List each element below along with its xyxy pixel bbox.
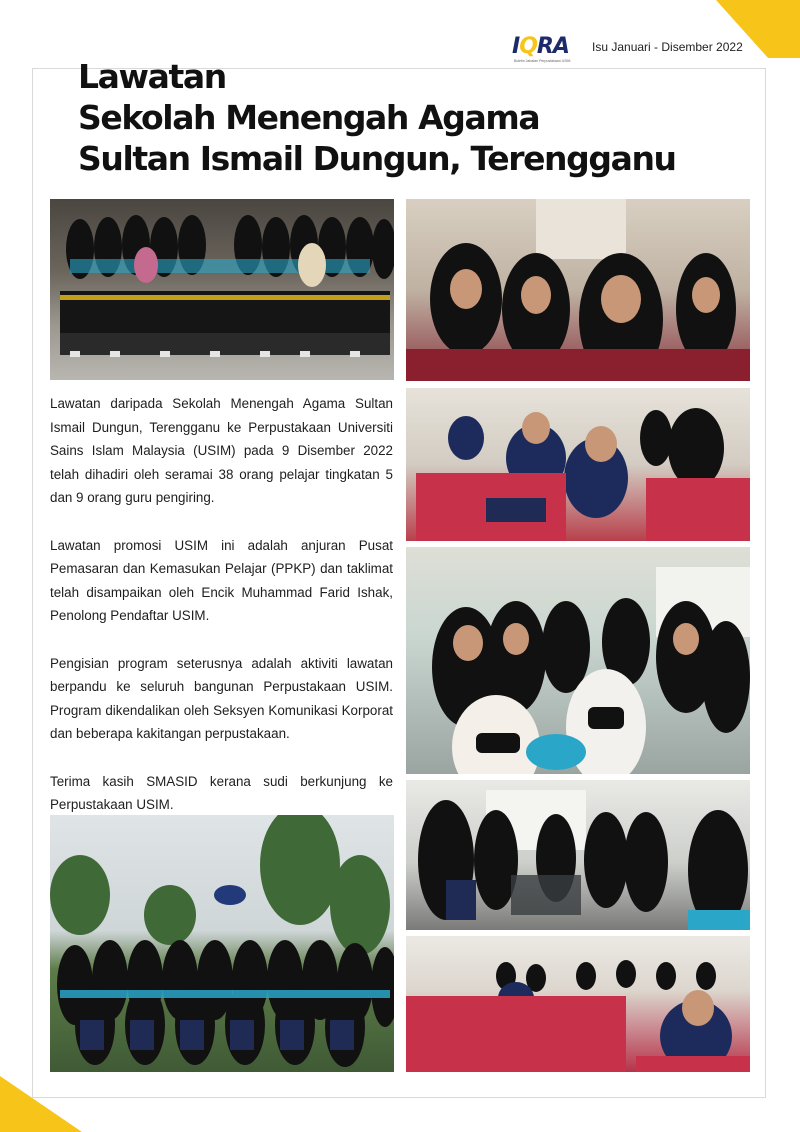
article-body — [50, 392, 393, 840]
photo-seated-boys — [406, 388, 750, 541]
page-title — [78, 56, 676, 179]
title-line-3: Sultan Ismail Dungun, Terengganu — [78, 139, 676, 178]
photo-selfie-students — [406, 199, 750, 381]
photo-hall-tables — [406, 936, 750, 1072]
paragraph-1: Lawatan daripada Sekolah Menengah Agama Sultan Ismail Dungun, Terengganu ke Perpustakaan Universiti Sains Islam Malaysia (USIM) pada 9 Disember 2022 telah dihadiri oleh seramai 38 orang pelajar tingkatan 5 dan 9 orang guru pengiring. — [50, 396, 393, 506]
issue-label: Isu Januari - Disember 2022 — [592, 40, 743, 54]
paragraph-3: Pengisian program seterusnya adalah aktiviti lawatan berpandu ke seluruh bangunan Perpustakaan USIM. Program dikendalikan oleh Seksyen Komunikasi Korporat dan beberapa kakitangan perpustakaan. — [50, 655, 393, 742]
title-line-1: Lawatan — [78, 57, 226, 96]
photo-selfie-girls — [406, 547, 750, 774]
iqra-logo: IQRA Buletin Jabatan Perpustakaan USIM — [512, 34, 571, 63]
photo-lounge-group — [406, 780, 750, 930]
paragraph-4: Terima kasih SMASID kerana sudi berkunjung ke Perpustakaan USIM. — [50, 773, 393, 813]
title-line-2: Sekolah Menengah Agama — [78, 98, 540, 137]
group-photo-indoor — [50, 199, 394, 380]
paragraph-2: Lawatan promosi USIM ini adalah anjuran Pusat Pemasaran dan Kemasukan Pelajar (PPKP) dan taklimat telah disampaikan oleh Encik Muhammad Farid Ishak, Penolong Pendaftar USIM. — [50, 537, 393, 624]
group-photo-outdoor — [50, 815, 394, 1072]
